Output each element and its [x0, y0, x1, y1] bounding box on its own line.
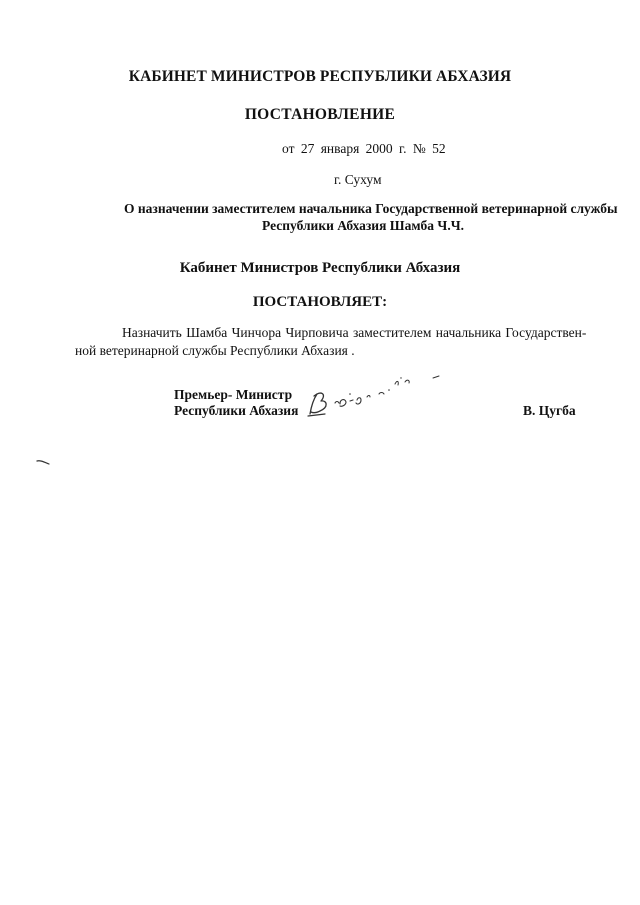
document-city: г. Сухум	[334, 172, 382, 187]
document-date-number: от 27 января 2000 г. № 52	[282, 141, 446, 156]
resolution-body-line-2: ной ветеринарной службы Республики Абхазия .	[75, 343, 355, 358]
subject-line-2: Республики Абхазия Шамба Ч.Ч.	[262, 218, 464, 233]
signatory-name: В. Цугба	[523, 403, 576, 418]
signatory-title-line-2: Республики Абхазия	[174, 403, 299, 418]
resolution-body-line-1: Назначить Шамба Чинчора Чирповича заместителем начальника Государствен-	[122, 325, 587, 340]
handwritten-signature-icon	[305, 370, 455, 422]
margin-mark-icon	[36, 458, 50, 466]
signatory-title-line-1: Премьер- Министр	[174, 387, 293, 402]
issuing-authority: КАБИНЕТ МИНИСТРОВ РЕСПУБЛИКИ АБХАЗИЯ	[128, 68, 512, 85]
cabinet-heading: Кабинет Министров Республики Абхазия	[179, 260, 461, 276]
subject-line-1: О назначении заместителем начальника Государственной ветеринарной службы	[124, 201, 618, 216]
document-type: ПОСТАНОВЛЕНИЕ	[244, 106, 396, 123]
decrees-heading: ПОСТАНОВЛЯЕТ:	[252, 294, 388, 310]
